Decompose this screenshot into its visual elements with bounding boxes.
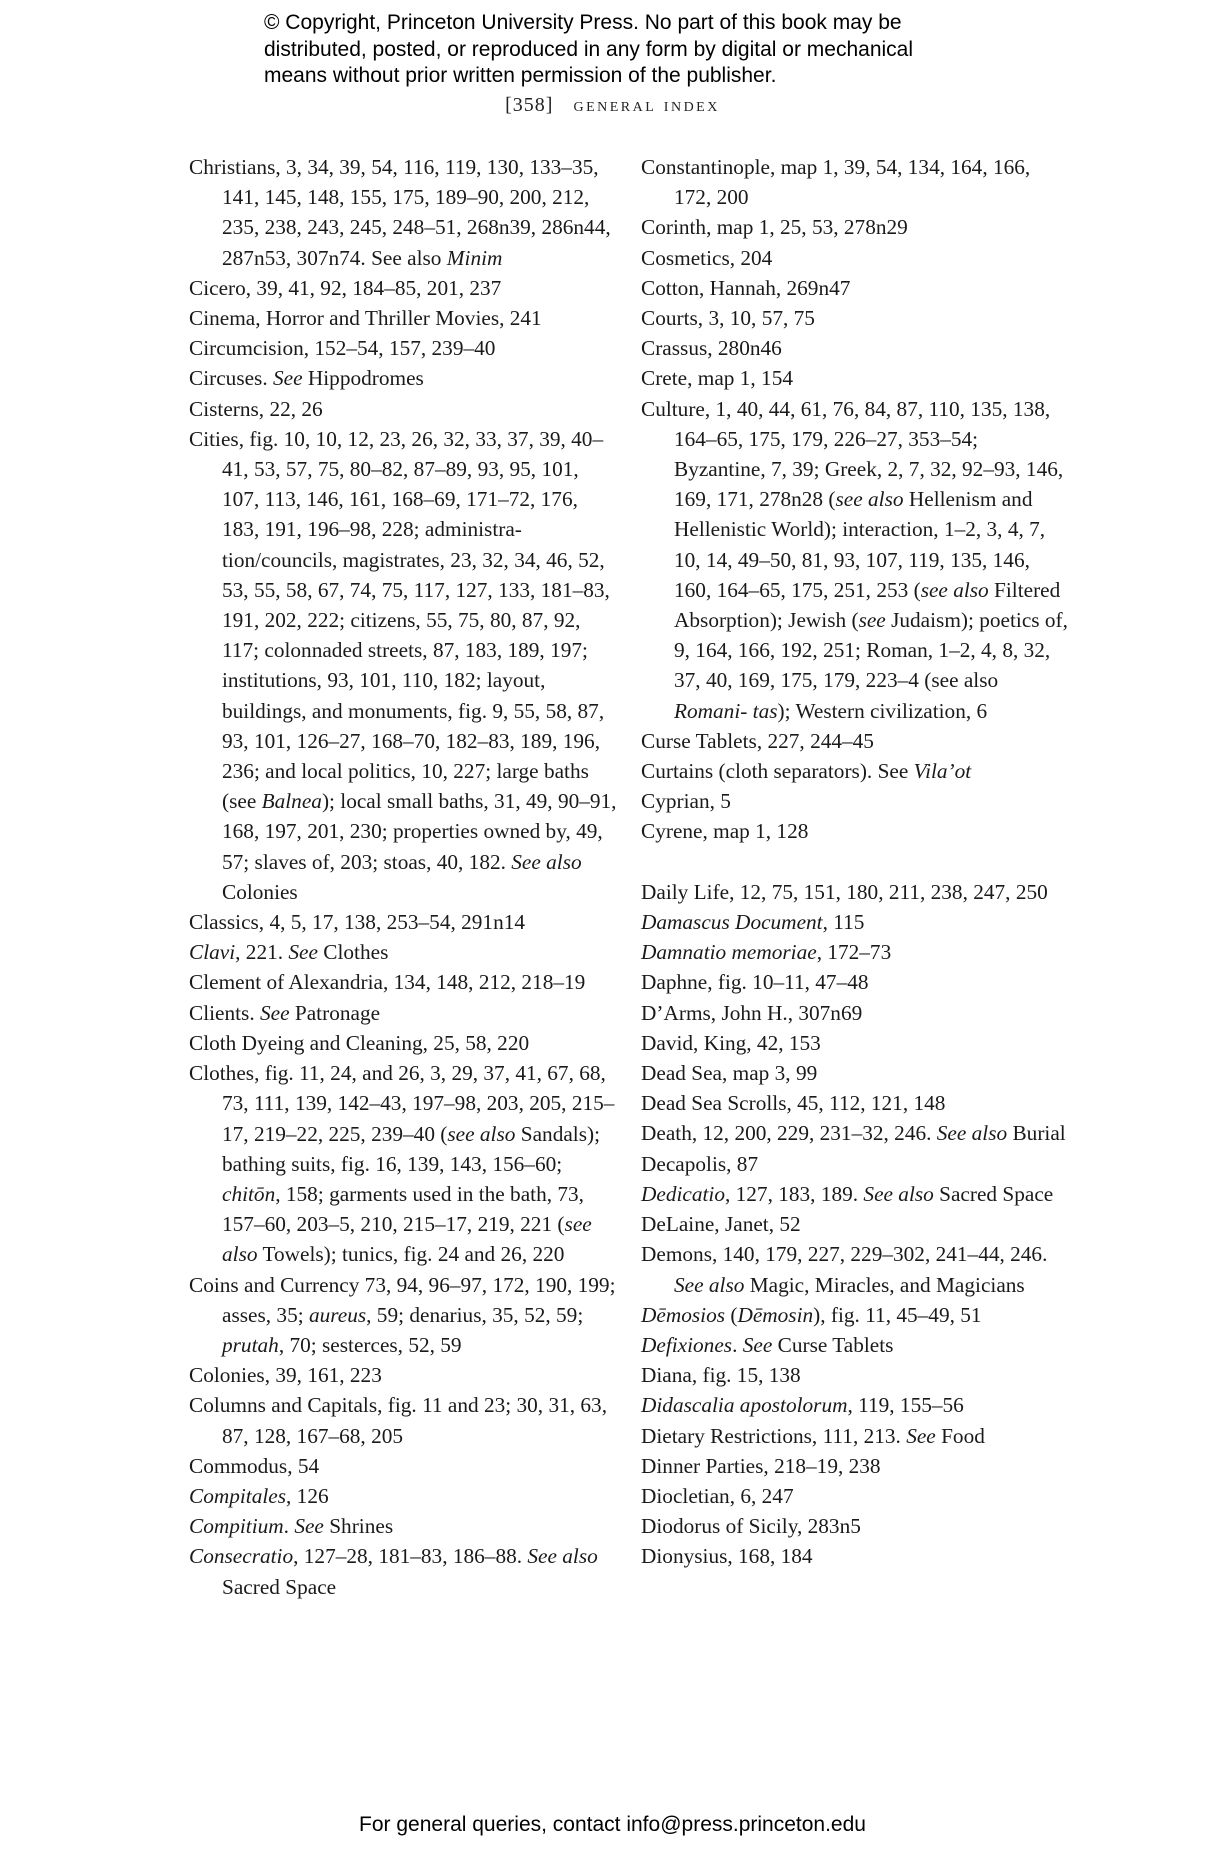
index-entry: Crassus, 280n46 — [641, 336, 782, 361]
index-entry: Circuses. See Hippodromes — [189, 366, 424, 391]
index-entry: Colonies, 39, 161, 223 — [189, 1363, 382, 1388]
index-entry: Cyprian, 5 — [641, 789, 731, 814]
index-entry: Constantinople, map 1, 39, 54, 134, 164, 166, 172, 200 — [641, 155, 1031, 210]
running-head-title: general index — [573, 94, 720, 116]
index-entry: DeLaine, Janet, 52 — [641, 1212, 801, 1237]
index-entry: Courts, 3, 10, 57, 75 — [641, 306, 815, 331]
index-entry: Dionysius, 168, 184 — [641, 1544, 813, 1569]
index-entry: D’Arms, John H., 307n69 — [641, 1000, 863, 1025]
index-entry: Cotton, Hannah, 269n47 — [641, 275, 851, 300]
copyright-notice — [264, 10, 1024, 90]
copyright-line: means without prior written permission of the publisher. — [264, 64, 777, 87]
index-entry: Didascalia apostolorum, 119, 155–56 — [641, 1393, 964, 1418]
index-entry: Dead Sea Scrolls, 45, 112, 121, 148 — [641, 1091, 946, 1116]
index-entry: Cinema, Horror and Thriller Movies, 241 — [189, 306, 542, 331]
index-entry: Decapolis, 87 — [641, 1151, 759, 1176]
index-entry: Dietary Restrictions, 111, 213. See Food — [641, 1423, 985, 1448]
index-entry: Circumcision, 152–54, 157, 239–40 — [189, 336, 496, 361]
index-entry: Coins and Currency 73, 94, 96–97, 172, 190, 199; asses, 35; aureus, 59; denarius, 35, 52, 59; prutah, 70; sesterces, 52, 59 — [189, 1272, 616, 1357]
copyright-line: distributed, posted, or reproduced in any form by digital or mechanical — [264, 37, 914, 61]
index-entry: Compitium. See Shrines — [189, 1514, 394, 1539]
index-entry: Daphne, fig. 10–11, 47–48 — [641, 970, 869, 995]
index-entry: Crete, map 1, 154 — [641, 366, 794, 391]
index-entry: Curtains (cloth separators). See Vila’ot — [641, 759, 972, 784]
index-entry: Damascus Document, 115 — [641, 910, 865, 935]
index-entry: Consecratio, 127–28, 181–83, 186–88. See also Sacred Space — [189, 1544, 598, 1599]
index-entry: Dead Sea, map 3, 99 — [641, 1061, 818, 1086]
index-entry: David, King, 42, 153 — [641, 1030, 821, 1055]
index-entry: Death, 12, 200, 229, 231–32, 246. See also Burial — [641, 1121, 1066, 1146]
index-column-right — [641, 152, 1071, 1572]
index-entry: Dinner Parties, 218–19, 238 — [641, 1453, 881, 1478]
index-entry: Clavi, 221. See Clothes — [189, 940, 389, 965]
index-entry: Diocletian, 6, 247 — [641, 1483, 794, 1508]
index-entry: Damnatio memoriae, 172–73 — [641, 940, 892, 965]
index-column-left — [189, 152, 619, 1602]
index-entry: Daily Life, 12, 75, 151, 180, 211, 238, 247, 250 — [641, 879, 1048, 904]
index-entry: Demons, 140, 179, 227, 229–302, 241–44, 246. See also Magic, Miracles, and Magicians — [641, 1242, 1048, 1297]
index-entry: Clement of Alexandria, 134, 148, 212, 218–19 — [189, 970, 586, 995]
index-entry: Columns and Capitals, fig. 11 and 23; 30, 31, 63, 87, 128, 167–68, 205 — [189, 1393, 608, 1448]
index-entry: Diana, fig. 15, 138 — [641, 1363, 801, 1388]
index-entry: Cicero, 39, 41, 92, 184–85, 201, 237 — [189, 275, 502, 300]
index-entry: Diodorus of Sicily, 283n5 — [641, 1514, 861, 1539]
index-entry: Clothes, fig. 11, 24, and 26, 3, 29, 37, 41, 67, 68, 73, 111, 139, 142–43, 197–98, 203, 205, 215–17, 219–22, 225, 239–40 (see also Sandals); bathing suits, fig. 16, 139, 143, 156–60; chitōn, 158; garments used in the bath, 73, 157–60, 203–5, 210, 215–17, 219, 221 (see also Towels); tunics, fig. 24 and 26, 220 — [189, 1061, 615, 1267]
index-entry: Clients. See Patronage — [189, 1000, 381, 1025]
footer-contact: For general queries, contact info@press.princeton.edu — [359, 1813, 866, 1836]
index-entry: Dedicatio, 127, 183, 189. See also Sacred Space — [641, 1181, 1054, 1206]
copyright-line: © Copyright, Princeton University Press. No part of this book may be — [264, 11, 902, 34]
index-entry: Christians, 3, 34, 39, 54, 116, 119, 130, 133–35, 141, 145, 148, 155, 175, 189–90, 200, 212, 235, 238, 243, 245, 248–51, 268n39, 286n44, 287n53, 307n74. See also Minim — [189, 155, 611, 270]
index-entry: Cyrene, map 1, 128 — [641, 819, 809, 844]
index-entry: Cosmetics, 204 — [641, 245, 773, 270]
index-entry: Cisterns, 22, 26 — [189, 396, 323, 421]
page-number: [358] — [505, 94, 554, 116]
index-entry: Cities, fig. 10, 10, 12, 23, 26, 32, 33, 37, 39, 40–41, 53, 57, 75, 80–82, 87–89, 93, 95, 101, 107, 113, 146, 161, 168–69, 171–72, 176, 183, 191, 196–98, 228; administra- tion/councils, magistrates, 23, 32, 34, 46, 52, 53, 55, 58, 67, 74, 75, 117, 127, 133, 181–83, 191, 202, 222; citizens, 55, 75, 80, 87, 92, 117; colonnaded streets, 87, 183, 189, 197; institutions, 93, 101, 110, 182; layout, buildings, and monuments, fig. 9, 55, 58, 87, 93, 101, 126–27, 168–70, 182–83, 189, 196, 236; and local politics, 10, 227; large baths (see Balnea); local small baths, 31, 49, 90–91, 168, 197, 201, 230; properties owned by, 49, 57; slaves of, 203; stoas, 40, 182. See also Colonies — [189, 426, 617, 904]
index-entry: Compitales, 126 — [189, 1483, 329, 1508]
running-header — [0, 94, 1225, 117]
index-entry: Classics, 4, 5, 17, 138, 253–54, 291n14 — [189, 910, 526, 935]
index-entry: Curse Tablets, 227, 244–45 — [641, 728, 874, 753]
index-entry: Commodus, 54 — [189, 1453, 320, 1478]
index-entry: Culture, 1, 40, 44, 61, 76, 84, 87, 110, 135, 138, 164–65, 175, 179, 226–27, 353–54; Byzantine, 7, 39; Greek, 2, 7, 32, 92–93, 146, 169, 171, 278n28 (see also Hellenism and Hellenistic World); interaction, 1–2, 3, 4, 7, 10, 14, 49–50, 81, 93, 107, 119, 135, 146, 160, 164–65, 175, 251, 253 (see also Filtered Absorption); Jewish (see Judaism); poetics of, 9, 164, 166, 192, 251; Roman, 1–2, 4, 8, 32, 37, 40, 169, 175, 179, 223–4 (see also Romani- tas); Western civilization, 6 — [641, 396, 1068, 723]
index-entry: Cloth Dyeing and Cleaning, 25, 58, 220 — [189, 1030, 530, 1055]
index-entry: Corinth, map 1, 25, 53, 278n29 — [641, 215, 908, 240]
index-entry: Defixiones. See Curse Tablets — [641, 1332, 894, 1357]
index-entry: Dēmosios (Dēmosin), fig. 11, 45–49, 51 — [641, 1302, 982, 1327]
